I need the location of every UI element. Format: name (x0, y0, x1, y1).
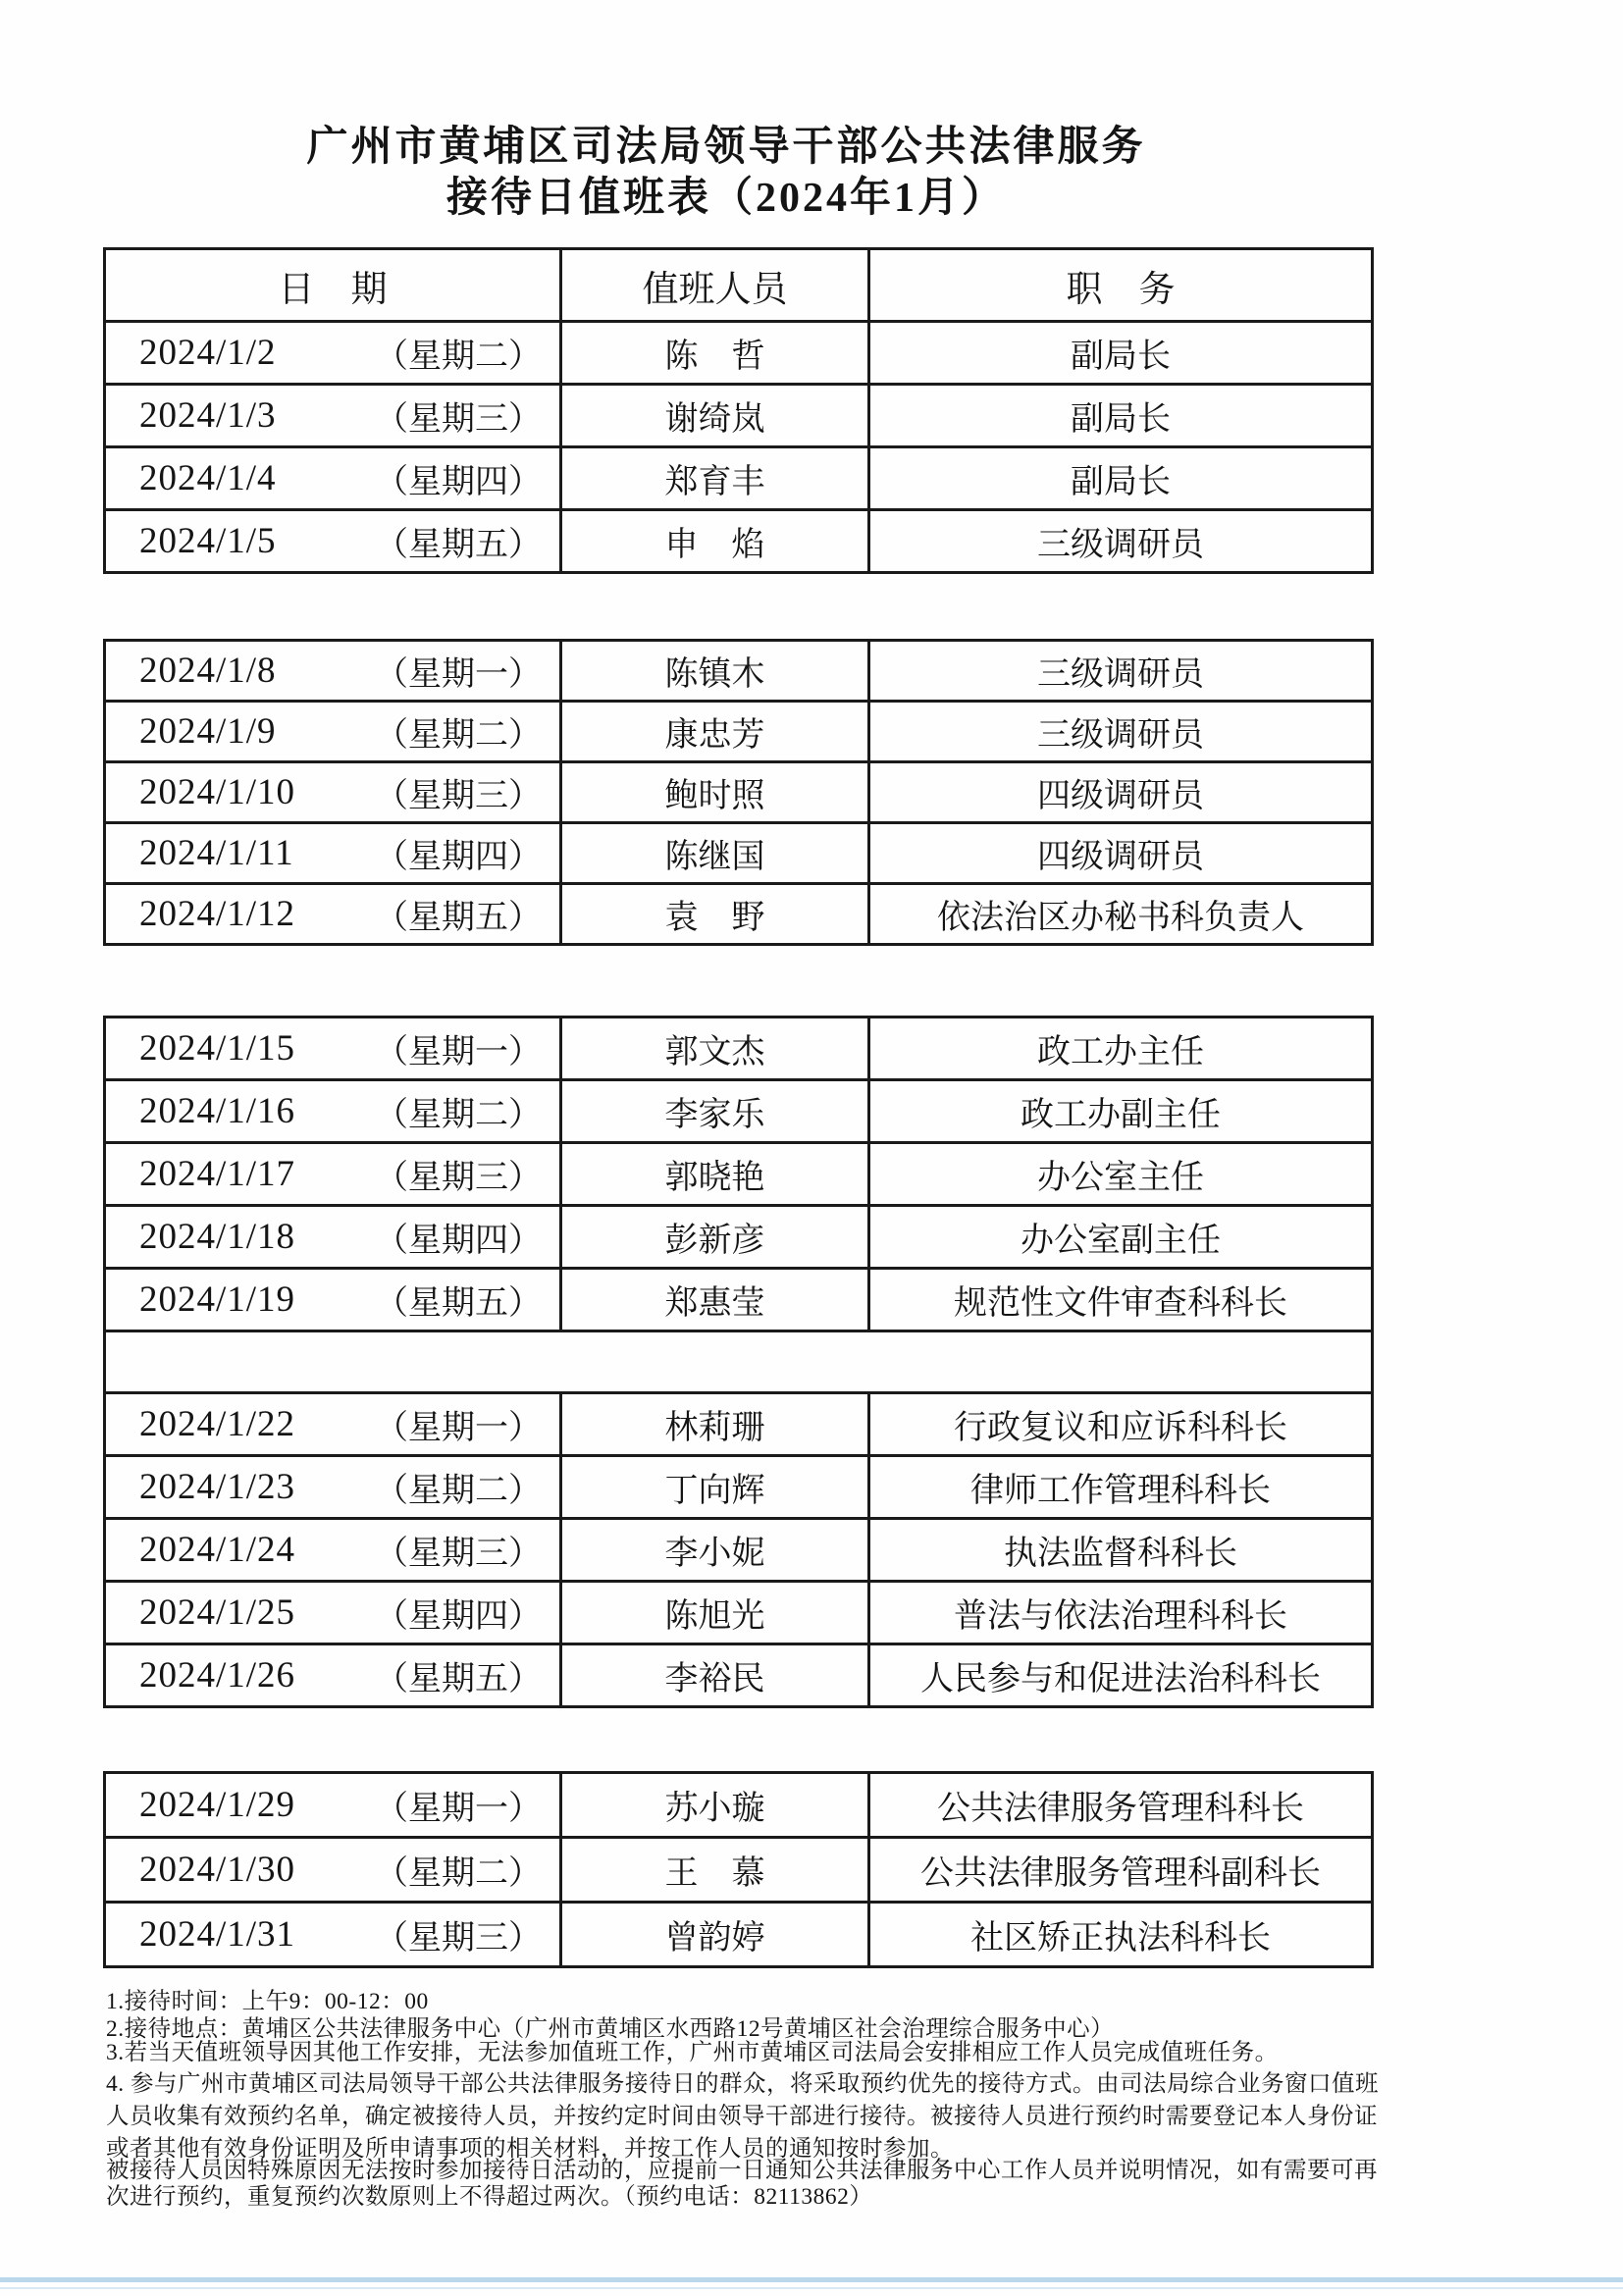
date-value: 2024/1/3 (139, 395, 277, 436)
table-row (106, 1078, 1371, 1141)
weekday-label: （星期三） (375, 1536, 542, 1572)
person-name: 苏小璇 (559, 1774, 870, 1836)
person-name: 郑育丰 (559, 448, 870, 508)
table-row (106, 1267, 1371, 1330)
position-title: 政工办主任 (1037, 1034, 1204, 1070)
weekday-label: （星期一） (375, 1791, 542, 1827)
page-title-line2: 接待日值班表（2024年1月） (445, 176, 1006, 221)
person-name: 郭文杰 (559, 1018, 870, 1078)
weekday-label: （星期三） (375, 1920, 542, 1957)
table-row (106, 882, 1371, 943)
date-value: 2024/1/15 (139, 1028, 296, 1069)
person-name: 袁 野 (559, 885, 870, 943)
table-row (106, 1836, 1371, 1901)
weekday-label: （星期五） (375, 527, 542, 563)
note-line-3: 3.若当天值班领导因其他工作安排，无法参加值班工作，广州市黄埔区司法局会安排相应工作人员完成值班任务。 (106, 2040, 1279, 2065)
person-name: 李家乐 (559, 1081, 870, 1141)
position-title: 办公室主任 (1037, 1160, 1204, 1196)
duty-table-week5 (103, 1771, 1374, 1968)
position-title: 四级调研员 (1037, 778, 1204, 814)
note-line-1: 1.接待时间：上午9：00-12：00 (106, 1989, 429, 2014)
table-row (106, 1643, 1371, 1705)
note-line-2: 2.接待地点：黄埔区公共法律服务中心（广州市黄埔区水西路12号黄埔区社会治理综合服务中心） (106, 2016, 1115, 2042)
table-row (106, 508, 1371, 571)
table-row (106, 1394, 1371, 1454)
person-name: 鲍时照 (559, 763, 870, 821)
person-name: 林莉珊 (559, 1394, 870, 1454)
position-title: 规范性文件审查科科长 (954, 1285, 1287, 1322)
person-name: 陈 哲 (559, 323, 870, 383)
position-title: 执法监督科科长 (1004, 1536, 1237, 1572)
date-value: 2024/1/25 (139, 1592, 296, 1633)
weekday-label: （星期二） (375, 1473, 542, 1509)
date-value: 2024/1/19 (139, 1279, 296, 1320)
header-date: 日 期 (278, 269, 388, 310)
position-title: 副局长 (1071, 339, 1171, 375)
position-title: 副局长 (1071, 464, 1171, 500)
person-name: 丁向辉 (559, 1457, 870, 1517)
position-title: 四级调研员 (1037, 839, 1204, 875)
table-row (106, 383, 1371, 445)
person-name: 郑惠莹 (559, 1270, 870, 1330)
note-line-6: 或者其他有效身份证明及所申请事项的相关材料，并按工作人员的通知按时参加。 (106, 2136, 954, 2162)
table-row (106, 1018, 1371, 1078)
date-value: 2024/1/5 (139, 521, 277, 561)
note-line-8: 次进行预约，重复预约次数原则上不得超过两次。（预约电话：82113862） (106, 2184, 873, 2210)
weekday-label: （星期五） (375, 1285, 542, 1322)
date-value: 2024/1/23 (139, 1467, 296, 1507)
person-name: 曾韵婷 (559, 1904, 870, 1965)
table-row (106, 1204, 1371, 1267)
date-value: 2024/1/2 (139, 333, 277, 373)
date-value: 2024/1/29 (139, 1785, 296, 1825)
table-row (106, 1517, 1371, 1580)
position-title: 政工办副主任 (1021, 1097, 1221, 1133)
position-title: 社区矫正执法科科长 (970, 1920, 1271, 1957)
position-title: 人民参与和促进法治科科长 (920, 1661, 1321, 1697)
weekday-label: （星期三） (375, 401, 542, 438)
duty-table-week3 (103, 1016, 1374, 1391)
person-name: 李小妮 (559, 1520, 870, 1580)
weekday-label: （星期一） (375, 1410, 542, 1446)
note-line-4: 4. 参与广州市黄埔区司法局领导干部公共法律服务接待日的群众，将采取预约优先的接待方式。由司法局综合业务窗口值班 (106, 2071, 1379, 2097)
weekday-label: （星期四） (375, 1223, 542, 1259)
table-row (106, 821, 1371, 882)
person-name: 彭新彦 (559, 1207, 870, 1267)
date-value: 2024/1/8 (139, 651, 277, 691)
weekday-label: （星期一） (375, 656, 542, 693)
person-name: 陈旭光 (559, 1583, 870, 1643)
position-title: 副局长 (1071, 401, 1171, 438)
table-row (106, 642, 1371, 700)
weekday-label: （星期二） (375, 339, 542, 375)
scanner-artifact-line (0, 2277, 1623, 2282)
table-row (106, 1774, 1371, 1836)
table-row (106, 445, 1371, 508)
weekday-label: （星期三） (375, 778, 542, 814)
date-value: 2024/1/9 (139, 711, 277, 752)
weekday-label: （星期二） (375, 717, 542, 754)
position-title: 办公室副主任 (1021, 1223, 1221, 1259)
weekday-label: （星期二） (375, 1855, 542, 1892)
date-value: 2024/1/10 (139, 772, 296, 812)
person-name: 陈继国 (559, 824, 870, 882)
person-name: 康忠芳 (559, 703, 870, 760)
table-row (106, 320, 1371, 383)
note-line-7: 被接待人员因特殊原因无法按时参加接待日活动的，应提前一日通知公共法律服务中心工作人员并说明情况，如有需要可再 (106, 2158, 1378, 2183)
position-title: 公共法律服务管理科副科长 (920, 1855, 1321, 1892)
table-header-row (106, 250, 1371, 320)
position-title: 公共法律服务管理科科长 (937, 1791, 1304, 1827)
position-title: 三级调研员 (1037, 656, 1204, 693)
date-value: 2024/1/30 (139, 1850, 296, 1890)
weekday-label: （星期四） (375, 464, 542, 500)
note-line-5: 人员收集有效预约名单，确定被接待人员，并按约定时间由领导干部进行接待。被接待人员进行预约时需要登记本人身份证 (106, 2104, 1378, 2129)
position-title: 行政复议和应诉科科长 (954, 1410, 1287, 1446)
date-value: 2024/1/31 (139, 1914, 296, 1955)
person-name: 李裕民 (559, 1645, 870, 1705)
table-row (106, 1901, 1371, 1965)
empty-spacer-row (106, 1330, 1371, 1391)
table-row (106, 760, 1371, 821)
weekday-label: （星期一） (375, 1034, 542, 1070)
duty-table-week2 (103, 639, 1374, 946)
header-position: 职 务 (1066, 269, 1176, 310)
position-title: 律师工作管理科科长 (970, 1473, 1271, 1509)
date-value: 2024/1/17 (139, 1154, 296, 1194)
duty-table-week4 (103, 1391, 1374, 1708)
table-row (106, 1141, 1371, 1204)
weekday-label: （星期四） (375, 839, 542, 875)
position-title: 依法治区办秘书科负责人 (937, 900, 1304, 936)
date-value: 2024/1/24 (139, 1530, 296, 1570)
table-row (106, 1454, 1371, 1517)
person-name: 陈镇木 (559, 642, 870, 700)
table-row (106, 1580, 1371, 1643)
date-value: 2024/1/18 (139, 1217, 296, 1257)
table-row (106, 700, 1371, 760)
position-title: 三级调研员 (1037, 717, 1204, 754)
date-value: 2024/1/16 (139, 1091, 296, 1131)
header-person: 值班人员 (559, 250, 870, 320)
position-title: 三级调研员 (1037, 527, 1204, 563)
duty-table-week1 (103, 247, 1374, 574)
person-name: 申 焰 (559, 511, 870, 571)
date-value: 2024/1/22 (139, 1404, 296, 1444)
page-title-line1: 广州市黄埔区司法局领导干部公共法律服务 (306, 125, 1146, 170)
date-value: 2024/1/4 (139, 458, 277, 498)
weekday-label: （星期二） (375, 1097, 542, 1133)
weekday-label: （星期三） (375, 1160, 542, 1196)
weekday-label: （星期五） (375, 1661, 542, 1697)
person-name: 谢绮岚 (559, 386, 870, 445)
person-name: 王 慕 (559, 1839, 870, 1901)
weekday-label: （星期四） (375, 1598, 542, 1635)
date-value: 2024/1/12 (139, 894, 296, 934)
position-title: 普法与依法治理科科长 (954, 1598, 1287, 1635)
date-value: 2024/1/11 (139, 833, 294, 873)
date-value: 2024/1/26 (139, 1655, 296, 1696)
weekday-label: （星期五） (375, 900, 542, 936)
scanner-artifact-line-faint (0, 2287, 1623, 2289)
person-name: 郭晓艳 (559, 1144, 870, 1204)
